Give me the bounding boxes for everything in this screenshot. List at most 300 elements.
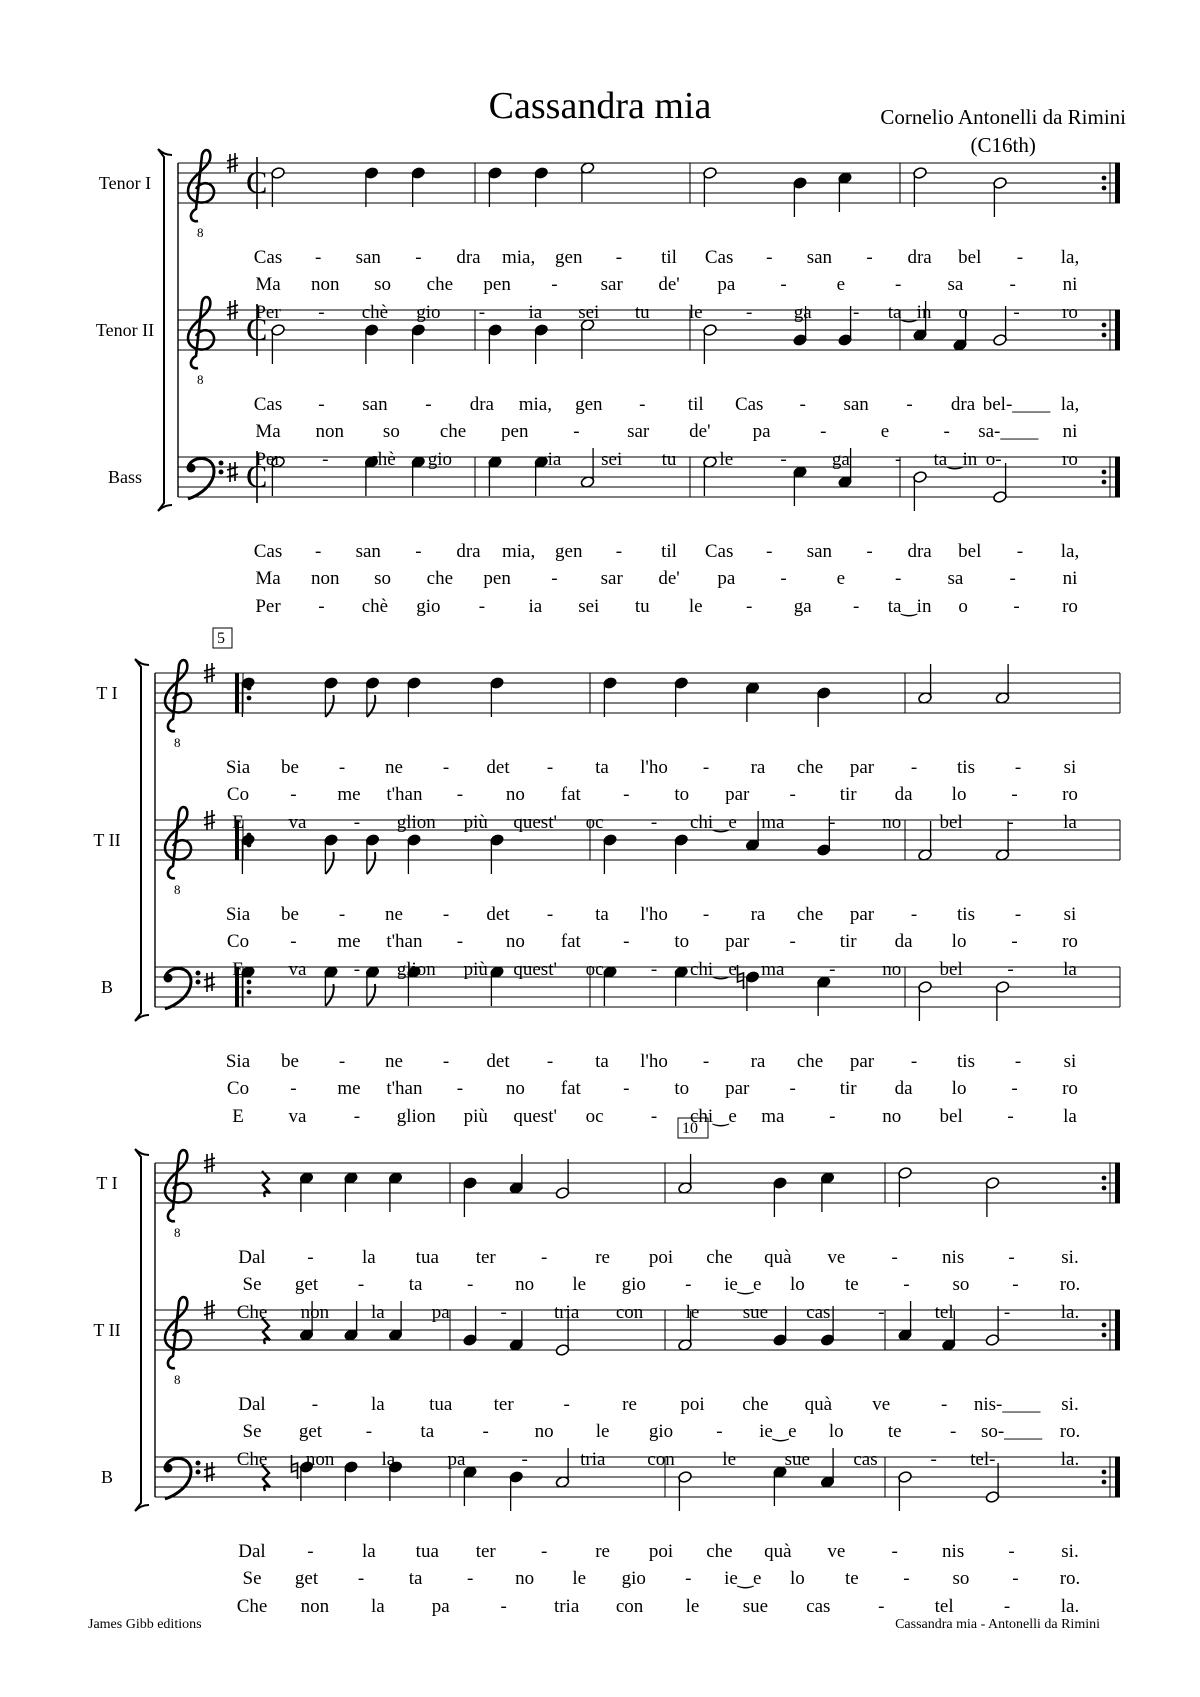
- lyric-syllable: -: [866, 541, 873, 562]
- lyric-syllable: ne: [385, 1051, 403, 1072]
- lyric-syllable: Per: [255, 449, 281, 470]
- lyric-syllable: no: [515, 1274, 535, 1295]
- lyric-syllable: -: [1012, 1568, 1019, 1589]
- lyric-syllable: le: [685, 1596, 700, 1617]
- lyric-syllable: -: [314, 247, 322, 268]
- lyric-syllable: Co: [226, 784, 250, 805]
- lyric-syllable: -: [829, 1106, 836, 1127]
- lyric-syllable: mia,: [518, 394, 552, 415]
- lyric-syllable: più: [463, 959, 488, 980]
- lyric-syllable: -: [930, 1449, 937, 1470]
- repeat-dot: [247, 980, 252, 985]
- lyric-syllable: poi: [648, 1541, 674, 1562]
- lyric-syllable: -: [1007, 1106, 1014, 1127]
- lyric-syllable: oc: [585, 959, 604, 980]
- lyric-syllable: poi: [680, 1394, 705, 1415]
- repeat-dot: [1102, 470, 1107, 475]
- lyric-syllable: -: [540, 1247, 548, 1268]
- lyric-syllable: so: [382, 421, 400, 442]
- lyric-syllable: oc: [585, 1106, 604, 1127]
- lyric-syllable: la,: [1060, 541, 1080, 562]
- lyric-syllable: -: [685, 1274, 692, 1295]
- bass-clef-dot: [164, 974, 173, 983]
- lyric-syllable: -: [322, 449, 329, 470]
- lyric-syllable: tria: [553, 1302, 580, 1323]
- lyric-syllable: -: [456, 1078, 464, 1099]
- instrument-name: Tenor II: [95, 320, 155, 340]
- lyric-syllable: -: [866, 247, 873, 268]
- lyric-syllable: -: [353, 959, 361, 980]
- lyric-syllable: sar: [627, 421, 650, 442]
- lyric-syllable: ve: [827, 1247, 846, 1268]
- lyric-syllable: tria: [580, 1449, 606, 1470]
- lyric-syllable: -: [456, 784, 464, 805]
- treble-clef-icon: [188, 150, 214, 221]
- lyric-syllable: si: [1063, 904, 1077, 925]
- lyric-syllable: -: [478, 302, 486, 323]
- lyric-syllable: me: [337, 1078, 361, 1099]
- lyric-syllable: -: [789, 931, 796, 952]
- lyric-syllable: gio: [416, 302, 441, 323]
- lyric-syllable: -: [1014, 757, 1022, 778]
- instrument-name: T II: [93, 830, 121, 850]
- lyric-syllable: me: [337, 784, 361, 805]
- lyric-syllable: Co: [226, 931, 250, 952]
- lyric-syllable: quà: [804, 1394, 833, 1415]
- lyric-syllable: -: [415, 541, 422, 562]
- lyric-syllable: la: [361, 1247, 376, 1268]
- lyric-syllable: Sia: [225, 1051, 251, 1072]
- lyric-syllable: tis: [957, 904, 975, 925]
- lyric-syllable: -: [650, 1106, 658, 1127]
- lyric-syllable: no: [515, 1568, 535, 1589]
- lyric-syllable: -: [1012, 1274, 1019, 1295]
- lyric-syllable: si: [1063, 1051, 1077, 1072]
- lyric-syllable: -: [650, 959, 658, 980]
- lyric-syllable: ra: [750, 757, 766, 778]
- lyric-syllable: sue: [742, 1302, 769, 1323]
- lyric-syllable: -: [466, 1274, 474, 1295]
- composer-name: Cornelio Antonelli da Rimini: [880, 105, 1126, 129]
- lyric-syllable: ro: [1062, 1078, 1078, 1099]
- lyric-syllable: ia: [547, 449, 562, 470]
- lyric-syllable: ta: [595, 757, 609, 778]
- time-signature: C: [246, 311, 268, 347]
- lyric-syllable: -: [456, 931, 464, 952]
- lyric-syllable: til: [661, 247, 677, 268]
- lyric-syllable: che: [796, 757, 824, 778]
- lyric-syllable: Per: [255, 596, 281, 617]
- lyric-syllable: la: [1063, 959, 1077, 980]
- lyric-syllable: ga: [793, 596, 812, 617]
- lyric-syllable: -: [615, 541, 623, 562]
- staff: [155, 660, 1120, 731]
- lyric-syllable: -: [799, 394, 806, 415]
- key-signature-sharp-icon: [204, 1462, 215, 1482]
- lyric-syllable: quà: [764, 1541, 792, 1562]
- lyric-syllable: -: [789, 784, 796, 805]
- lyric-syllable: e: [880, 421, 890, 442]
- lyric-syllable: ma: [761, 812, 785, 833]
- lyric-syllable: gen: [575, 394, 603, 415]
- lyric-syllable: lo: [828, 1421, 844, 1442]
- lyric-syllable: de': [689, 421, 711, 442]
- lyric-syllable: til: [661, 541, 677, 562]
- lyric-syllable: -: [702, 757, 710, 778]
- lyric-syllable: -: [466, 1568, 474, 1589]
- octave-marker: 8: [197, 372, 204, 387]
- lyric-syllable: no: [882, 812, 902, 833]
- lyric-syllable: ve: [872, 1394, 891, 1415]
- lyric-syllable: -: [1011, 931, 1018, 952]
- lyric-syllable: che: [742, 1394, 769, 1415]
- lyric-syllable: Cas: [704, 541, 734, 562]
- lyric-syllable: so: [374, 274, 392, 295]
- lyric-syllable: tis: [957, 1051, 975, 1072]
- lyric-syllable: pa: [431, 1596, 450, 1617]
- lyric-syllable: cas: [853, 1449, 878, 1470]
- lyric-syllable: la.: [1060, 1302, 1080, 1323]
- lyric-syllable: -: [943, 421, 950, 442]
- lyric-syllable: -: [702, 904, 710, 925]
- lyric-syllable: to: [674, 1078, 690, 1099]
- lyric-syllable: -: [878, 1302, 885, 1323]
- lyric-syllable: pa: [717, 568, 736, 589]
- lyric-syllable: le: [688, 302, 703, 323]
- lyric-syllable: te: [887, 1421, 902, 1442]
- lyric-syllable: ta: [595, 904, 609, 925]
- lyric-syllable: glion: [396, 1106, 436, 1127]
- lyric-syllable: si.: [1061, 1247, 1079, 1268]
- lyric-syllable: sei: [578, 302, 600, 323]
- lyric-syllable: -: [442, 904, 450, 925]
- lyric-syllable: da: [894, 784, 913, 805]
- lyric-syllable: -: [1007, 959, 1014, 980]
- lyric-syllable: e: [836, 568, 846, 589]
- lyric-syllable: tua: [415, 1247, 439, 1268]
- lyric-syllable: la.: [1060, 1596, 1080, 1617]
- lyric-syllable: lo: [951, 931, 967, 952]
- lyric-syllable: Per: [255, 302, 281, 323]
- lyric-syllable: me: [337, 931, 361, 952]
- repeat-dot: [1102, 1470, 1107, 1475]
- lyric-syllable: -: [442, 1051, 450, 1072]
- lyric-syllable: oc: [585, 812, 604, 833]
- lyric-syllable: so: [952, 1274, 970, 1295]
- lyric-syllable: con: [615, 1302, 644, 1323]
- lyric-syllable: det: [486, 904, 510, 925]
- lyric-syllable: mia,: [502, 247, 536, 268]
- lyric-syllable: -: [357, 1568, 365, 1589]
- lyric-syllable: pen: [501, 421, 529, 442]
- lyric-syllable: sei: [578, 596, 600, 617]
- system-bracket: [158, 149, 172, 511]
- lyric-syllable: ta: [595, 1051, 609, 1072]
- lyric-syllable: gen: [555, 541, 583, 562]
- lyric-syllable: Ma: [255, 421, 281, 442]
- lyric-syllable: ra: [750, 1051, 766, 1072]
- lyric-syllable: sar: [600, 568, 623, 589]
- lyric-syllable: non: [315, 421, 344, 442]
- lyric-syllable: tu: [634, 302, 650, 323]
- lyric-syllable: sa: [947, 274, 964, 295]
- lyric-syllable: -: [1014, 1051, 1022, 1072]
- lyric-syllable: le: [688, 596, 703, 617]
- lyric-syllable: fat: [560, 1078, 581, 1099]
- lyric-syllable: t'han: [386, 1078, 423, 1099]
- lyric-syllable: -: [318, 302, 325, 323]
- lyric-syllable: Cas: [704, 247, 734, 268]
- lyric-syllable: par: [725, 784, 750, 805]
- lyric-syllable: dra: [469, 394, 494, 415]
- lyric-syllable: Co: [226, 1078, 250, 1099]
- octave-marker: 8: [174, 1372, 181, 1387]
- lyric-syllable: -: [780, 449, 787, 470]
- lyric-syllable: no: [882, 1106, 902, 1127]
- lyric-syllable: ta: [420, 1421, 435, 1442]
- lyric-syllable: -: [478, 596, 486, 617]
- lyric-syllable: so-____: [980, 1421, 1043, 1442]
- lyric-syllable: la: [381, 1449, 396, 1470]
- lyric-syllable: -: [1003, 1302, 1011, 1323]
- lyric-syllable: -: [1003, 1596, 1011, 1617]
- lyric-syllable: san: [355, 541, 381, 562]
- lyric-syllable: ro: [1062, 596, 1078, 617]
- lyric-syllable: la: [370, 1394, 385, 1415]
- lyric-syllable: le: [595, 1421, 610, 1442]
- repeat-dot: [247, 696, 252, 701]
- lyric-syllable: tria: [553, 1596, 580, 1617]
- lyric-syllable: la: [370, 1596, 385, 1617]
- lyric-syllable: nis: [942, 1541, 965, 1562]
- lyric-syllable: non: [305, 1449, 335, 1470]
- lyric-syllable: -: [318, 394, 325, 415]
- lyric-syllable: -: [891, 1247, 898, 1268]
- time-signature: C: [246, 458, 268, 494]
- lyric-syllable: -: [521, 1449, 528, 1470]
- lyric-syllable: sue: [784, 1449, 810, 1470]
- lyric-syllable: si: [1063, 757, 1077, 778]
- lyric-syllable: Se: [242, 1421, 262, 1442]
- lyric-syllable: che: [439, 421, 467, 442]
- lyric-syllable: ta‿in: [887, 596, 932, 617]
- measure-number: 5: [217, 630, 225, 647]
- lyric-syllable: gio: [648, 1421, 674, 1442]
- lyric-syllable: -: [746, 596, 753, 617]
- lyric-syllable: chè: [369, 449, 396, 470]
- lyric-syllable: san: [355, 247, 381, 268]
- instrument-name: Tenor I: [98, 173, 152, 193]
- lyric-syllable: -: [746, 302, 753, 323]
- lyric-syllable: la: [1063, 1106, 1077, 1127]
- lyric-syllable: so: [374, 568, 392, 589]
- lyric-syllable: ni: [1062, 568, 1078, 589]
- lyric-syllable: ve: [827, 1541, 846, 1562]
- lyric-syllable: nis-____: [973, 1394, 1041, 1415]
- lyric-syllable: -: [338, 904, 346, 925]
- lyric-syllable: glion: [396, 959, 436, 980]
- lyric-syllable: bel: [958, 247, 982, 268]
- lyric-syllable: ro.: [1059, 1274, 1081, 1295]
- lyric-syllable: la,: [1060, 394, 1080, 415]
- treble-clef-icon: [165, 807, 191, 878]
- lyric-syllable: lo: [789, 1568, 805, 1589]
- repeat-end-thick-bar: [1115, 1457, 1120, 1497]
- lyric-syllable: Cas: [734, 394, 764, 415]
- bass-clef-dot: [187, 464, 196, 473]
- lyric-syllable: -: [685, 1568, 692, 1589]
- lyric-syllable: gio: [416, 596, 441, 617]
- lyric-syllable: tir: [839, 931, 857, 952]
- lyric-syllable: san: [843, 394, 869, 415]
- lyric-syllable: -: [940, 1394, 948, 1415]
- lyric-syllable: -: [338, 757, 346, 778]
- lyric-syllable: Che: [236, 1596, 268, 1617]
- lyric-syllable: gio: [621, 1568, 646, 1589]
- bass-clef-dot: [219, 461, 224, 466]
- lyric-syllable: -: [1009, 568, 1016, 589]
- lyric-syllable: det: [486, 1051, 510, 1072]
- footer-piece-info: Cassandra mia - Antonelli da Rimini: [895, 1617, 1100, 1632]
- lyric-syllable: -: [415, 247, 422, 268]
- lyric-syllable: nis: [942, 1247, 965, 1268]
- lyric-syllable: mia,: [502, 541, 536, 562]
- lyric-syllable: -: [318, 596, 325, 617]
- lyric-syllable: chè: [361, 302, 389, 323]
- lyric-syllable: le: [572, 1274, 587, 1295]
- lyric-syllable: più: [463, 1106, 488, 1127]
- instrument-name: B: [100, 1467, 114, 1487]
- lyric-syllable: -: [546, 1051, 554, 1072]
- lyric-syllable: dra: [456, 541, 481, 562]
- repeat-dot: [1102, 480, 1107, 485]
- lyric-syllable: be: [281, 1051, 299, 1072]
- footer-publisher: James Gibb editions: [88, 1617, 202, 1632]
- lyric-syllable: -: [852, 302, 860, 323]
- lyric-syllable: -: [365, 1421, 373, 1442]
- lyric-syllable: dra: [456, 247, 481, 268]
- lyric-syllable: -: [1007, 812, 1014, 833]
- lyric-syllable: Se: [242, 1568, 262, 1589]
- repeat-dot: [1102, 1186, 1107, 1191]
- lyric-syllable: Sia: [225, 757, 251, 778]
- lyric-syllable: no: [534, 1421, 554, 1442]
- lyric-syllable: ga: [831, 449, 850, 470]
- lyric-syllable: Sia: [225, 904, 251, 925]
- lyric-syllable: quest': [513, 959, 557, 980]
- lyric-syllable: glion: [396, 812, 436, 833]
- time-signature: C: [246, 164, 268, 200]
- lyric-syllable: get: [294, 1274, 319, 1295]
- lyric-syllable: ro: [1062, 302, 1078, 323]
- lyric-syllable: -: [894, 274, 902, 295]
- lyric-syllable: tel: [934, 1302, 954, 1323]
- lyric-syllable: -: [766, 247, 773, 268]
- lyric-syllable: -: [829, 959, 836, 980]
- lyric-syllable: -: [353, 812, 361, 833]
- lyric-syllable: Dal: [238, 1541, 266, 1562]
- lyric-syllable: non: [311, 568, 340, 589]
- system-bracket: [135, 659, 149, 1021]
- lyric-syllable: con: [647, 1449, 675, 1470]
- lyric-syllable: -: [910, 1051, 918, 1072]
- lyric-syllable: -: [482, 1421, 489, 1442]
- lyric-syllable: -: [910, 757, 918, 778]
- lyric-syllable: da: [894, 931, 913, 952]
- lyric-syllable: til: [687, 394, 704, 415]
- lyric-syllable: -: [716, 1421, 723, 1442]
- lyric-syllable: chi‿e: [689, 812, 737, 833]
- lyric-syllable: -: [1009, 274, 1016, 295]
- lyric-syllable: -: [623, 1078, 630, 1099]
- lyric-syllable: -: [780, 568, 787, 589]
- lyric-syllable: cas: [806, 1302, 831, 1323]
- lyric-syllable: ni: [1062, 274, 1078, 295]
- lyric-syllable: -: [1016, 247, 1024, 268]
- bass-clef-dot: [196, 1470, 201, 1475]
- lyric-syllable: E: [232, 959, 244, 980]
- lyric-syllable: san: [806, 541, 833, 562]
- lyric-syllable: Dal: [238, 1247, 266, 1268]
- lyric-syllable: -: [949, 1421, 957, 1442]
- lyric-syllable: -: [307, 1541, 314, 1562]
- lyric-syllable: re: [622, 1394, 637, 1415]
- lyric-syllable: lo: [951, 784, 967, 805]
- lyric-syllable: ie‿e: [724, 1568, 762, 1589]
- lyric-syllable: le: [572, 1568, 587, 1589]
- lyric-syllable: ma: [761, 1106, 785, 1127]
- lyric-syllable: ne: [385, 757, 403, 778]
- repeat-end-thick-bar: [1115, 163, 1120, 203]
- lyric-syllable: sar: [600, 274, 623, 295]
- lyric-syllable: te: [845, 1274, 859, 1295]
- lyric-syllable: che: [796, 1051, 824, 1072]
- lyric-syllable: Se: [242, 1274, 262, 1295]
- lyric-syllable: pa: [752, 421, 771, 442]
- lyric-syllable: -: [307, 1247, 314, 1268]
- lyric-syllable: -: [852, 596, 860, 617]
- lyric-syllable: pa: [431, 1302, 450, 1323]
- lyric-syllable: che: [426, 568, 454, 589]
- lyric-syllable: bel-____: [982, 394, 1051, 415]
- instrument-name: T I: [96, 683, 118, 703]
- bass-clef-dot: [219, 470, 224, 475]
- lyric-syllable: poi: [648, 1247, 674, 1268]
- lyric-syllable: o: [958, 302, 968, 323]
- lyric-syllable: -: [789, 1078, 796, 1099]
- lyric-syllable: Che: [236, 1302, 268, 1323]
- lyric-syllable: ro: [1062, 784, 1078, 805]
- lyric-syllable: che: [706, 1247, 733, 1268]
- system-bracket: [135, 1149, 149, 1511]
- lyric-syllable: chi‿e: [689, 959, 737, 980]
- lyric-syllable: tir: [839, 784, 857, 805]
- octave-marker: 8: [174, 1225, 181, 1240]
- lyric-syllable: to: [674, 784, 690, 805]
- lyric-syllable: -: [820, 421, 827, 442]
- lyric-syllable: bel: [939, 812, 963, 833]
- lyric-syllable: Cas: [253, 541, 283, 562]
- octave-marker: 8: [174, 735, 181, 750]
- lyric-syllable: -: [766, 541, 773, 562]
- lyric-syllable: ta‿in: [887, 302, 932, 323]
- lyric-syllable: -: [903, 1568, 910, 1589]
- lyric-syllable: -: [1016, 541, 1024, 562]
- instrument-name: B: [100, 977, 114, 997]
- lyric-syllable: ma: [761, 959, 785, 980]
- instrument-name: T I: [96, 1173, 118, 1193]
- lyric-syllable: E: [232, 1106, 244, 1127]
